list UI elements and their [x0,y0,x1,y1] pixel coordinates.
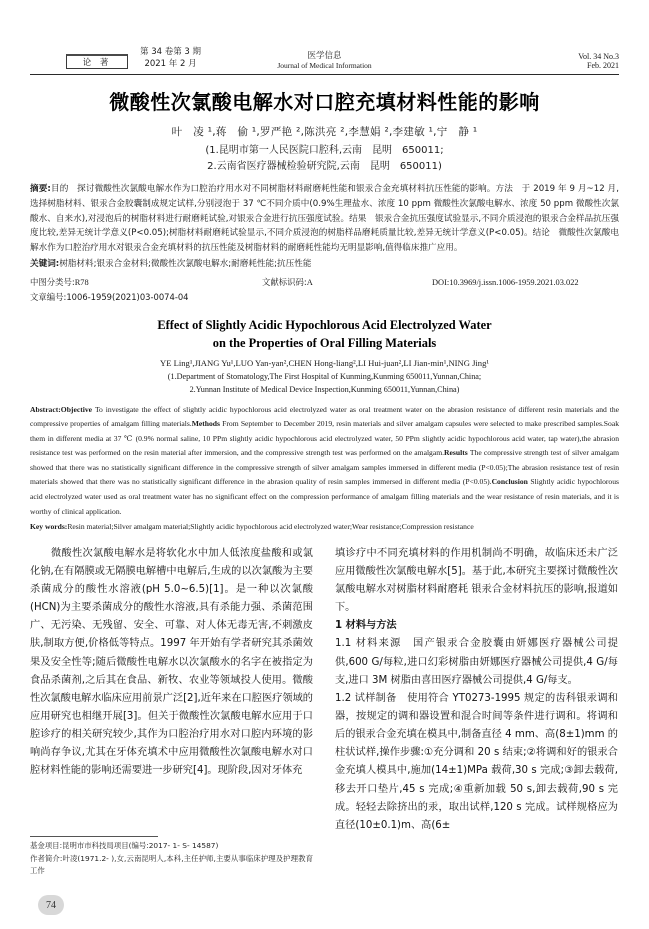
article-title-en-line2: on the Properties of Oral Filling Materials [212,335,437,350]
journal-title-en: Journal of Medical Information [277,61,372,70]
footnote-divider [30,836,158,837]
document-code [262,275,432,291]
abstract-cn [30,182,619,256]
volume-issue-en: Vol. 34 No.3 [578,52,619,61]
keywords-cn-label: 关键词: [30,258,60,269]
running-head [30,38,619,72]
section-1-1: 1.1 材料来源 国产银汞合金胶囊由妍娜医疗器械公司提供,600 G/每粒,进口幻彩树脂由妍娜医疗器械公司提供,4 G/每支,进口 3M 树脂由喜田医疗器械公司提供,4 G/每支。 [335,638,618,686]
authors-cn: 叶 凌 ¹,蒋 偷 ¹,罗严艳 ²,陈洪亮 ²,李慧娟 ²,李建敏 ¹,宁 静 ¹ [171,126,478,138]
clc-label: 中图分类号: [30,276,75,287]
header-divider [30,74,619,75]
fund-project-label: 基金项目: [30,841,63,851]
section-1-2: 1.2 试样制备 使用符合 YT0273-1995 规定的齿科银汞调和器，按规定的调和器设置和混合时间等条件进行调和。将调和后的银汞合金充填在模具中,制备直径 4 mm、高(8±1)mm 的柱状试样,操作步骤:①充分调和 20 s 结束;②将调和好的银汞合金充填人模具中,施加(14±1)MPa 载荷,30 s 完成;③卸去载荷,移去开口垫片,45 s 完成;④重新加载 50 s,卸去载荷,90 s 完成。轻轻去除挤出的汞，取出试样,120 s 完成。试样规格应为直径(10±0.1)m、高(6± [335,692,618,831]
issue-date-cn: 2021 年 2 月 [144,58,197,69]
footnote-block [30,836,313,877]
abstract-en-label: Abstract: [30,404,61,414]
author-bio [30,853,313,877]
affiliation-cn-1: (1.昆明市第一人民医院口腔科,云南 昆明 650011; [205,145,444,156]
keywords-en-label: Key words: [30,522,68,532]
document-code-label: 文献标识码: [262,276,307,287]
doi-label: DOI: [432,277,450,287]
keywords-cn-text: 树脂材料;银汞合金材料;微酸性次氯酸电解水;耐磨耗性能;抗压性能 [59,258,312,269]
keywords-cn [30,257,619,272]
volume-issue-en-block [578,52,619,70]
page-number: 74 [38,895,64,915]
metadata-row [30,275,619,291]
section-heading-1: 1 材料与方法 [335,620,397,632]
right-col-paragraph-1: 填诊疗中不同充填材料的作用机制尚不明确，故临床还未广泛应用微酸性次氯酸电解水[5]。基于此,本研究主要探讨微酸性次氯酸电解水对树脂材料耐磨耗 银汞合金材料抗压的影响,报道如下。 [335,547,618,614]
journal-title-cn: 医学信息 [307,50,342,60]
author-bio-text: 叶凌(1971.2- ),女,云南昆明人,本科,主任护师,主要从事临床护理及护理教育工作 [30,853,313,875]
body-column-left [30,545,313,836]
body-columns [30,545,619,836]
keywords-en [30,520,619,534]
issue-date-en: Feb. 2021 [587,61,619,70]
fund-project-text: 昆明市市科技局项目(编号:2017- 1- S- 14587) [62,841,219,851]
abstract-en-conclusion-text: Slightly acidic hypochlorous acid electrolyzed water used as oral treatment water has no significant effect on the compression performance of amalgam filling materials and the wear resistance of resin materials, and it is worthy of clinical application. [30,477,619,516]
keywords-en-text: Resin material;Silver amalgam material;Slightly acidic hypochlorous acid electrolyzed water;Wear resistance;Compression resistance [67,522,474,532]
journal-title-block [30,49,619,70]
affiliation-en-1: (1.Department of Stomatology,The First Hospital of Kunming,Kunming 650011,Yunnan,China; [167,372,482,382]
article-number-value: 1006-1959(2021)03-0074-04 [66,292,189,303]
abstract-en [30,403,619,520]
abstract-cn-label: 摘要: [30,184,51,194]
abstract-en-methods-text: From September to December 2019, resin materials and silver amalgam capsules were selected to make prescribed samples.Soak them in different media at 37 ℃ (0.9% normal saline, 10 PPm slightly acidic hypochlorous acid electrolyzed water, 50 PPm slightly acidic hypochlorous acid water, tap water),the abrasion resistance test was performed on the resin material after immersion, and the compressive strength test was performed on the amalgam. [30,419,619,458]
affiliations-en [0,371,649,396]
article-number [30,290,619,305]
abstract-en-methods-label: Methods [191,419,220,429]
article-number-label: 文章编号: [30,292,67,303]
body-column-right [335,545,618,836]
fund-project [30,840,313,852]
abstract-en-results-text: The compressive strength test of silver amalgam showed that there was no statistically significant difference in the compressive strength of silver amalgam samples immersed in different media (P<0.05);The abrasion resistance test of resin materials showed that there was no statistically significant difference in the abrasion quality of resin samples immersed in different media (P<0.05). [30,448,619,487]
section-badge-lunzhu: 论 著 [66,54,128,69]
affiliation-cn-2: 2.云南省医疗器械检验研究院,云南 昆明 650011) [207,160,442,172]
doi [432,275,619,291]
left-col-paragraph-1: 微酸性次氯酸电解水是将软化水中加人低浓度盐酸和或氯化钠,在有隔膜或无隔膜电解槽中电解后,生成的以次氯酸为主要杀菌成分的酸性水溶液(pH 5.0~6.5)[1]。是一种以次氯酸(HCN)为主要杀菌成分的酸性水溶液,具有杀能力强、杀菌范围广、无污染、无残留、安全、可靠、对人体无毒无害,不刺激皮肤,制取方便,价格低等特点。1997 年开始有学者研究其杀菌效果及安全性等;随后微酸性电解水以次氯酸水的名字在被指定为食品杀菌剂,之后其在食品、新牧、农业等领域投人使用。微酸性次氯酸电解水临床应用前景广泛[2],近年来在口腔医疗领域的应用研究也相继开展[3]。但关于微酸性次氯酸电解水应用于口腔诊疗的相关研究较少,其作为口腔治疗用水对口腔内环境的影响尚存争议,尤其在牙体充填术中应用微酸性次氯酸电解水对口腔材料性能的影响还需要进一步研究[4]。现阶段,因对牙体充 [30,547,313,777]
article-title-en-line1: Effect of Slightly Acidic Hypochlorous Acid Electrolyzed Water [157,317,492,332]
article-title-en [72,317,577,352]
journal-page [0,38,649,929]
document-code-value: A [306,277,313,287]
article-title-cn: 微酸性次氯酸电解水对口腔充填材料性能的影响 [109,90,540,114]
abstract-en-conclusion-label: Conclusion [491,477,528,487]
clc-value: R78 [74,277,89,287]
abstract-cn-text: 目的 探讨微酸性次氯酸电解水作为口腔治疗用水对不同树脂材料耐磨耗性能和银汞合金充填材料抗压性能的影响。方法 于 2019 年 9 月~12 月,选择树脂材料、银汞合金胶囊制成规定试样,分别浸泡于 37 ℃不同介质中(0.9%生理盐水、浓度 10 ppm 微酸性次氯酸电解水、浓度 50 ppm 微酸性次氯酸水、自来水),对浸泡后的树脂材料进行耐磨耗试验,对银汞合金进行抗压强度试验。结果 银汞合金抗压强度试验显示,不同介质浸泡的银汞合金样品抗压强度比较,差异无统计学意义(P<0.05);树脂材料耐磨耗试验显示,不同介质浸泡的树脂样品磨耗质量比较,差异无统计学意义(P<0.05)。结论 微酸性次氯酸电解水作为口腔治疗用水对银汞合金充填材料的抗压性能及树脂材料的耐磨耗性能均无明显影响,值得临床推广应用。 [30,184,619,254]
volume-issue-cn: 第 34 卷第 3 期 [140,47,202,58]
affiliations-cn [0,143,649,174]
clc-number [30,275,262,291]
abstract-en-results-label: Results [444,448,468,458]
abstract-en-objective-text: To investigate the effect of slightly acidic hypochlorous acid electrolyzed water as oral treatment water on the abrasion resistance of different resin materials and the compressive properties of amalgam filling materials. [30,404,619,429]
authors-en: YE Ling¹,JIANG Yu¹,LUO Yan-yan²,CHEN Hong-liang²,LI Hui-juan²,LI Jian-min¹,NING Jing¹ [160,358,489,369]
doi-value: 10.3969/j.issn.1006-1959.2021.03.022 [449,277,579,287]
abstract-en-objective-label: Objective [60,404,93,414]
affiliation-en-2: 2.Yunnan Institute of Medical Device Inspection,Kunming 650011,Yunnan,China) [189,384,460,394]
author-bio-label: 作者简介: [30,853,63,863]
